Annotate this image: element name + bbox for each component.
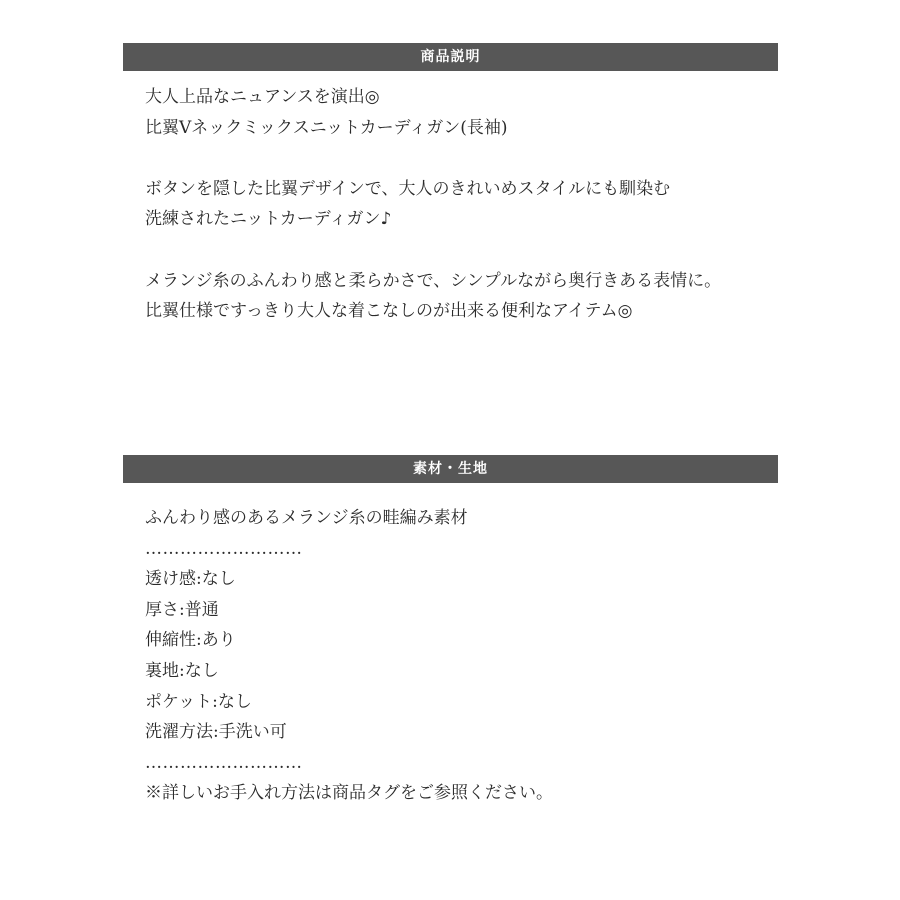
spec-stretch: 伸縮性:あり bbox=[145, 630, 236, 651]
spec-lining: 裏地:なし bbox=[145, 660, 219, 681]
material-intro: ふんわり感のあるメランジ糸の畦編み素材 bbox=[145, 508, 468, 528]
description-line: 大人上品なニュアンスを演出◎ bbox=[145, 87, 380, 107]
description-line: 比翼Vネックミックスニットカーディガン(長袖) bbox=[145, 117, 508, 138]
care-note: ※詳しいお手入れ方法は商品タグをご参照ください。 bbox=[145, 783, 553, 804]
description-line: ボタンを隠した比翼デザインで、大人のきれいめスタイルにも馴染む bbox=[145, 178, 671, 199]
material-body bbox=[145, 503, 775, 809]
description-header: 商品説明 bbox=[123, 43, 778, 71]
description-line: 比翼仕様ですっきり大人な着こなしのが出来る便利なアイテム◎ bbox=[145, 301, 633, 322]
spec-pocket: ポケット:なし bbox=[145, 691, 252, 712]
separator-line: ……………………… bbox=[145, 538, 303, 559]
material-header: 素材・生地 bbox=[123, 455, 778, 483]
spec-washing: 洗濯方法:手洗い可 bbox=[145, 722, 287, 743]
description-body bbox=[145, 82, 775, 327]
separator-line: ……………………… bbox=[145, 752, 303, 773]
description-blank-line bbox=[145, 235, 775, 266]
description-blank-line bbox=[145, 143, 775, 174]
description-line: メランジ糸のふんわり感と柔らかさで、シンプルながら奥行きある表情に。 bbox=[145, 270, 722, 291]
spec-sheerness: 透け感:なし bbox=[145, 569, 236, 590]
spec-thickness: 厚さ:普通 bbox=[145, 599, 219, 620]
description-line: 洗練されたニットカーディガン♪ bbox=[145, 209, 392, 230]
